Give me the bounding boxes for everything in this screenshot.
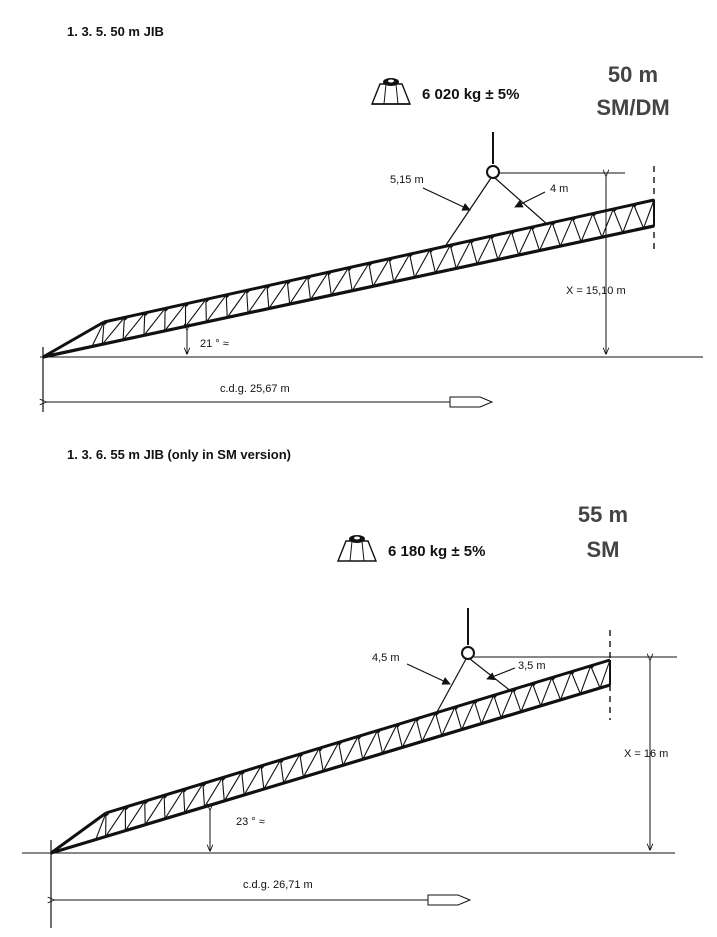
section-1-model-version: SM/DM	[596, 95, 670, 120]
section-1-cog: c.d.g. 25,67 m	[220, 383, 290, 395]
section-2-title: 1. 3. 6. 55 m JIB (only in SM version)	[67, 447, 291, 462]
section-2-model-length: 55 m	[577, 502, 629, 527]
section-1-title: 1. 3. 5. 50 m JIB	[67, 24, 164, 39]
section-2-sling-left: 4,5 m	[372, 652, 400, 664]
section-1-diagram	[40, 78, 703, 412]
section-2-diagram	[22, 535, 677, 928]
section-1-weight: 6 020 kg ± 5%	[422, 86, 520, 103]
section-2-jib	[51, 660, 610, 853]
section-2-cog: c.d.g. 26,71 m	[243, 879, 313, 891]
section-1-height: X = 15,10 m	[566, 285, 626, 297]
section-2-angle: 23 ° ≈	[236, 816, 265, 828]
section-2-hook-icon	[462, 647, 474, 659]
section-2-weight-icon	[338, 535, 376, 561]
section-2-model-version: SM	[586, 537, 620, 562]
section-1-angle: 21 ° ≈	[200, 338, 229, 350]
section-1-hook-icon	[487, 166, 499, 178]
section-1-sling-left: 5,15 m	[390, 174, 424, 186]
section-1-jib	[43, 200, 654, 357]
section-1-model-length: 50 m	[607, 62, 659, 87]
section-2-sling-right: 3,5 m	[518, 660, 546, 672]
section-1-sling-right: 4 m	[550, 183, 569, 195]
section-1-weight-icon	[372, 78, 410, 104]
section-2-height: X = 16 m	[624, 748, 669, 760]
section-2-weight: 6 180 kg ± 5%	[388, 543, 486, 560]
